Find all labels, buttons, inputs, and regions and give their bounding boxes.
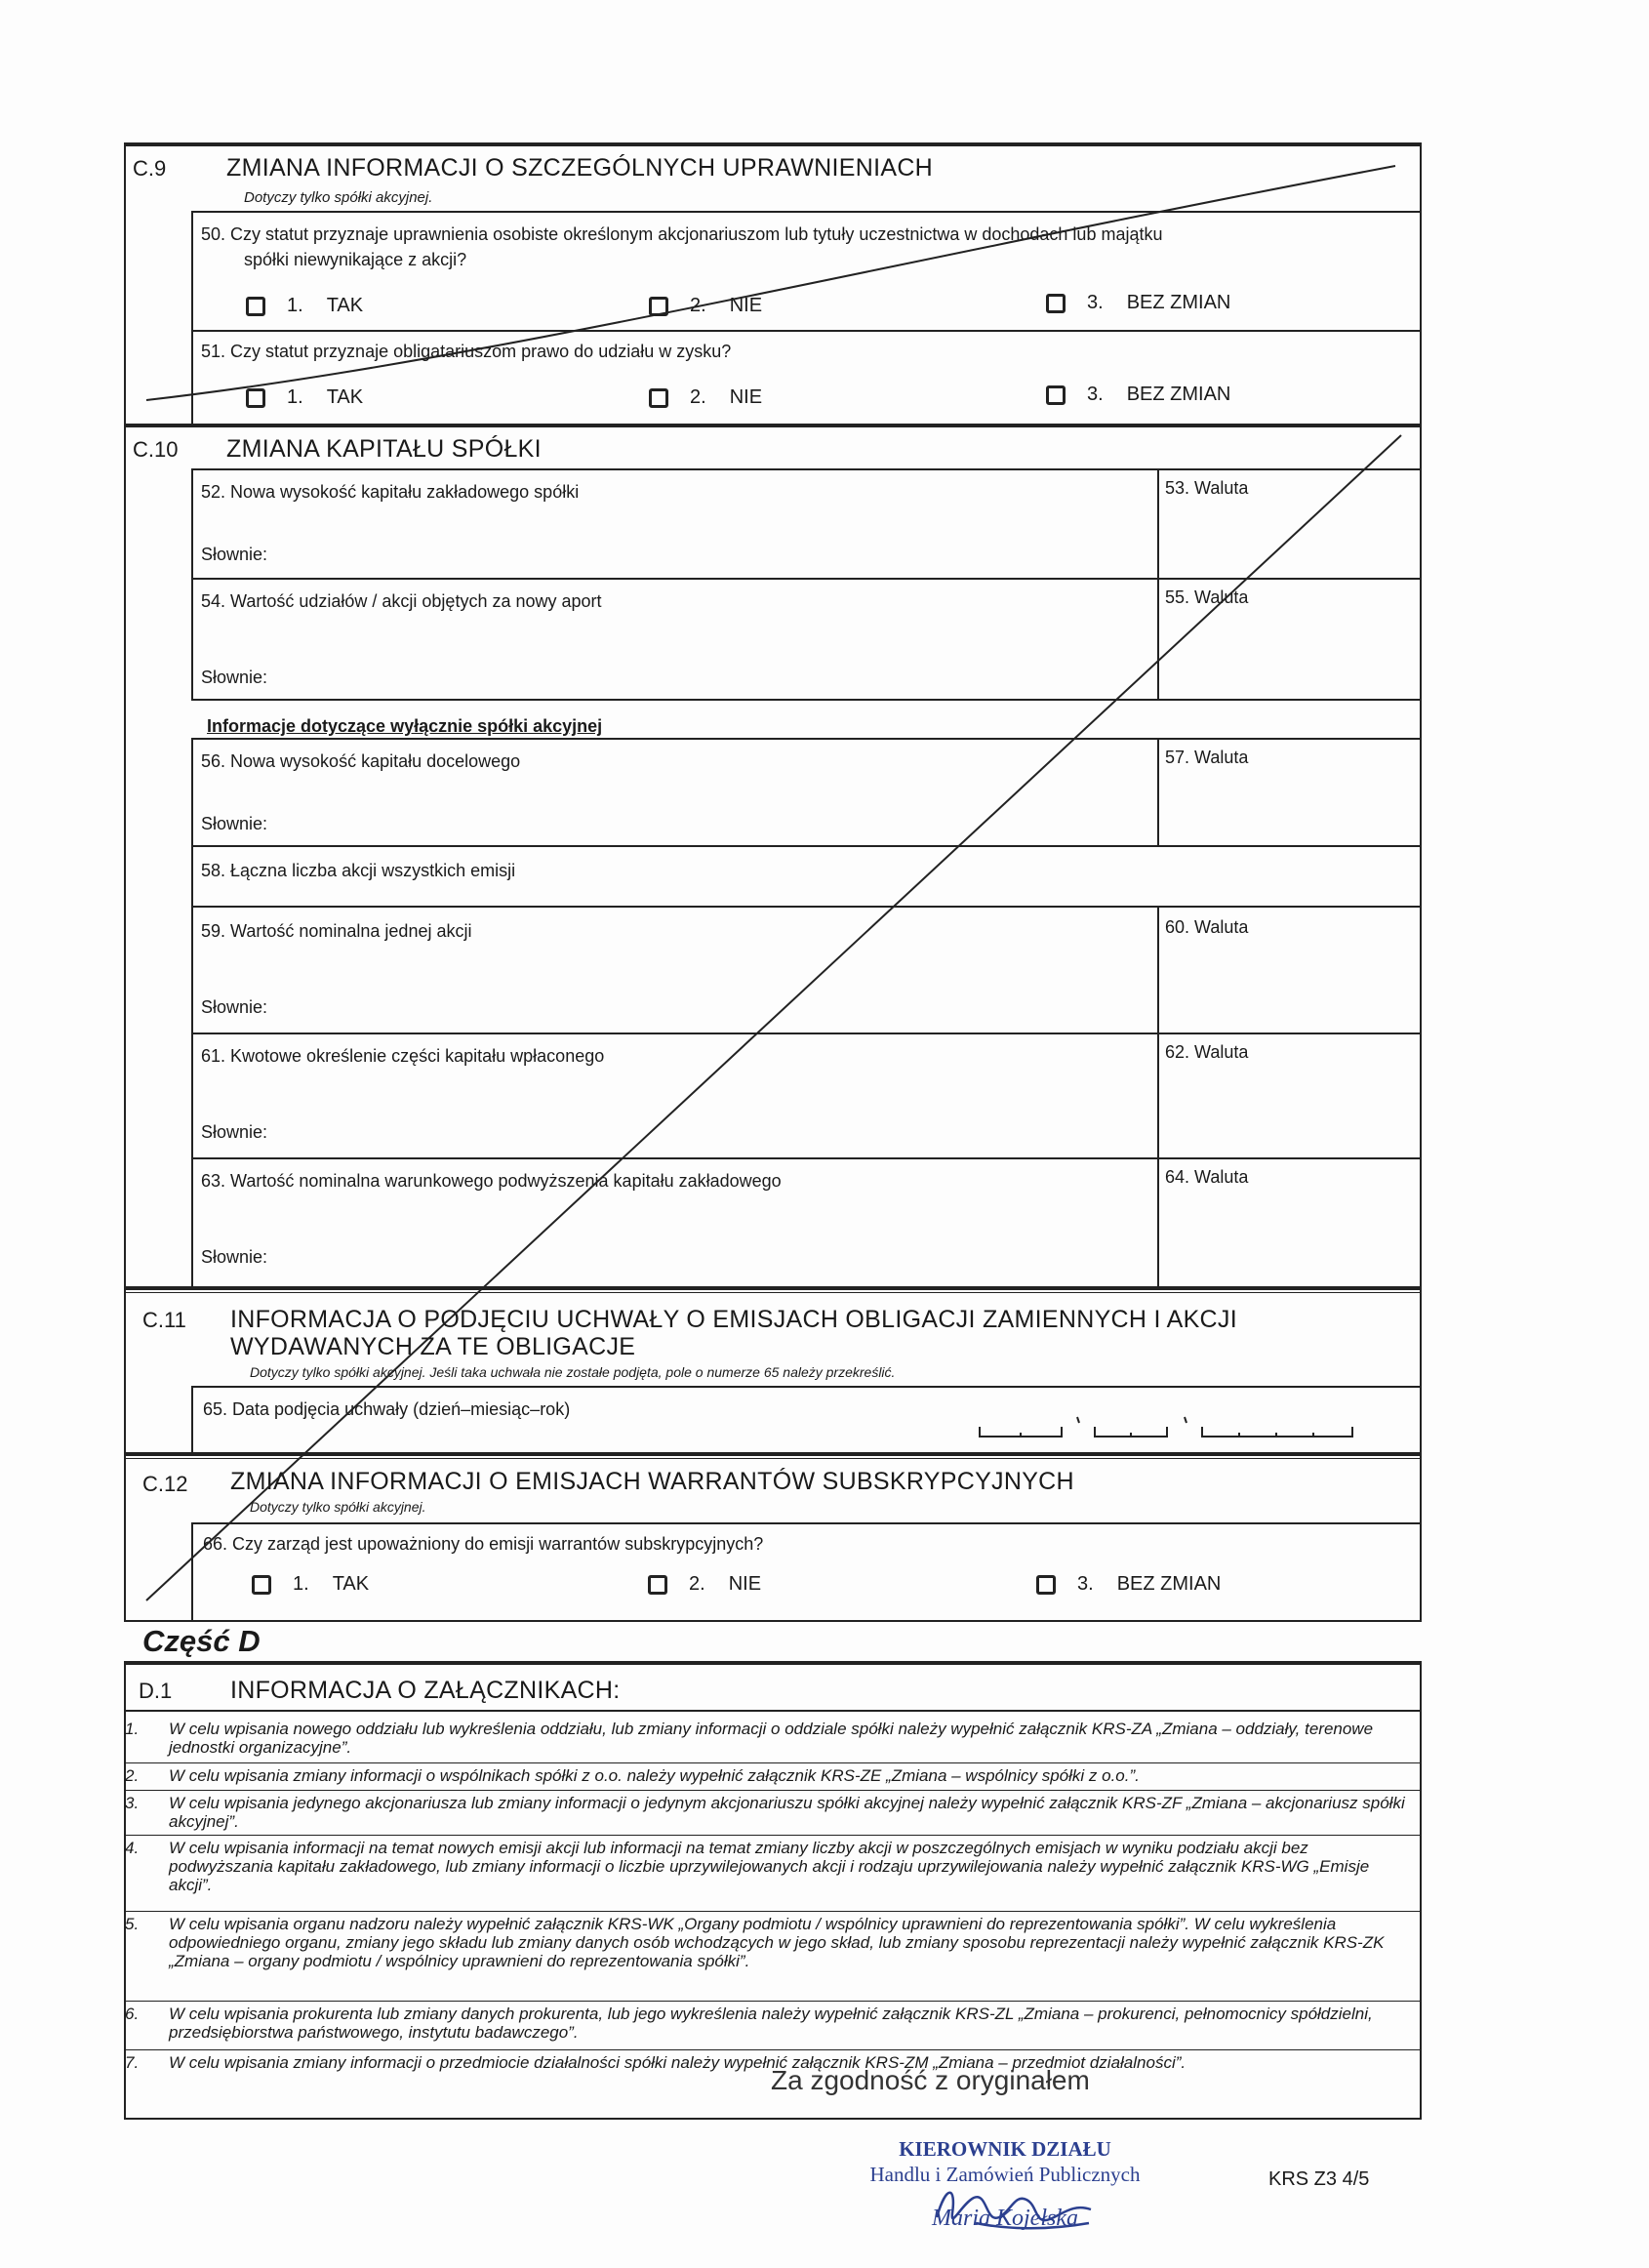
field-55-currency: 55. Waluta (1165, 587, 1249, 607)
form-code: KRS Z3 4/5 (1268, 2168, 1370, 2190)
field-63-slownie: Słownie: (201, 1247, 268, 1267)
attachment-info-item: 7. W celu wpisania zmiany informacji o przedmiocie działalności spółki należy wypełnić załącznik KRS-ZM „Zmiana – przedmiot działalności”. (125, 2053, 1186, 2072)
handwritten-signature (917, 2174, 1112, 2243)
field-56-label: 56. Nowa wysokość kapitału docelowego (201, 751, 521, 771)
section-number: C.12 (142, 1472, 188, 1496)
question-50-text-cont: spółki niewynikające z akcji? (244, 250, 467, 269)
q51-option-bez-zmian[interactable]: 3. BEZ ZMIAN (1046, 384, 1230, 406)
field-52-slownie: Słownie: (201, 545, 268, 564)
q51-option-nie[interactable]: 2. NIE (649, 386, 762, 409)
field-63-label: 63. Wartość nominalna warunkowego podwyższenia kapitału zakładowego (201, 1171, 782, 1191)
q50-option-tak[interactable]: 1. TAK (246, 295, 363, 317)
field-53-currency: 53. Waluta (1165, 478, 1249, 498)
stamp-title: KIEROWNIK DZIAŁU (899, 2137, 1111, 2161)
q66-option-nie[interactable]: 2. NIE (648, 1573, 761, 1596)
section-number: C.10 (133, 437, 179, 462)
field-54-label: 54. Wartość udziałów / akcji objętych za nowy aport (201, 591, 602, 611)
question-66-text: 66. Czy zarząd jest upoważniony do emisji warrantów subskrypcyjnych? (203, 1534, 764, 1554)
q66-option-bez-zmian[interactable]: 3. BEZ ZMIAN (1036, 1573, 1221, 1596)
q51-option-tak[interactable]: 1. TAK (246, 386, 363, 409)
question-50-text: 50. Czy statut przyznaje uprawnienia osobiste określonym akcjonariuszom lub tytuły uczestnictwa w dochodach lub majątku (201, 224, 1163, 244)
section-title: ZMIANA INFORMACJI O SZCZEGÓLNYCH UPRAWNIENIACH (226, 154, 934, 182)
question-51-text: 51. Czy statut przyznaje obligatariuszom prawo do udziału w zysku? (201, 342, 732, 361)
q50-option-bez-zmian[interactable]: 3. BEZ ZMIAN (1046, 292, 1230, 314)
field-57-currency: 57. Waluta (1165, 748, 1249, 767)
attachment-info-item: 1. W celu wpisania nowego oddziału lub wykreślenia oddziału, lub zmiany informacji o oddziale spółki należy wypełnić załącznik KRS-ZA „Zmiana – oddziały, terenowe jednostki organizacyjne”. (125, 1720, 1374, 1757)
section-title-cont: WYDAWANYCH ZA TE OBLIGACJE (230, 1333, 636, 1360)
section-title: INFORMACJA O ZAŁĄCZNIKACH: (230, 1677, 621, 1704)
field-54-slownie: Słownie: (201, 668, 268, 687)
section-number: C.11 (142, 1308, 186, 1332)
field-61-label: 61. Kwotowe określenie części kapitału wpłaconego (201, 1046, 605, 1066)
field-56-slownie: Słownie: (201, 814, 268, 833)
section-title: ZMIANA INFORMACJI O EMISJACH WARRANTÓW SUBSKRYPCYJNYCH (230, 1468, 1074, 1495)
field-60-currency: 60. Waluta (1165, 917, 1249, 937)
stamp-department: Handlu i Zamówień Publicznych (869, 2163, 1141, 2186)
section-number: D.1 (139, 1679, 173, 1703)
subheader-joint-stock: Informacje dotyczące wyłącznie spółki akcyjnej (207, 716, 603, 736)
field-59-slownie: Słownie: (201, 997, 268, 1017)
attachment-info-item: 5. W celu wpisania organu nadzoru należy wypełnić załącznik KRS-WK „Organy podmiotu / wspólnicy uprawnieni do reprezentowania spółki”. W celu wykreślenia odpowiedniego organu, zmiany jego składu lub zmiany danych osób wchodzących w jego skład, lub zmiany sposobu reprezentacji należy wypełnić załącznik KRS-ZK „Zmiana – organy podmiotu / wspólnicy uprawnieni do reprezentowania spółki”. (125, 1915, 1385, 1970)
field-64-currency: 64. Waluta (1165, 1167, 1249, 1187)
field-61-slownie: Słownie: (201, 1122, 268, 1142)
signature-name: Maria Kojełska (932, 2206, 1078, 2231)
section-number: C.9 (133, 156, 167, 181)
field-65-label: 65. Data podjęcia uchwały (dzień–miesiąc–rok) (203, 1399, 571, 1419)
field-59-label: 59. Wartość nominalna jednej akcji (201, 921, 472, 941)
attachment-info-item: 3. W celu wpisania jedynego akcjonariusza lub zmiany informacji o jedynym akcjonariuszu spółki akcyjnej należy wypełnić załącznik KRS-ZF „Zmiana – akcjonariusz spółki akcyjnej”. (125, 1794, 1405, 1831)
section-title: ZMIANA KAPITAŁU SPÓŁKI (226, 435, 542, 463)
attachment-info-item: 4. W celu wpisania informacji na temat nowych emisji akcji lub informacji na temat zmiany liczby akcji w poszczególnych emisjach w wyniku podziału akcji bez podwyższania kapitału zakładowego, lub zmiany informacji o liczbie uprzywilejowanych akcji i rodzaju uprzywilejowania należy wypełnić załącznik KRS-WG „Emisje akcji”. (125, 1839, 1370, 1894)
section-note: Dotyczy tylko spółki akcyjnej. (250, 1499, 426, 1515)
q50-option-nie[interactable]: 2. NIE (649, 295, 762, 317)
attachment-info-item: 6. W celu wpisania prokurenta lub zmiany danych prokurenta, lub jego wykreślenia należy wypełnić załącznik KRS-ZL „Zmiana – prokurenci, pełnomocnicy spółdzielni, przedsiębiorstwa państwowego, instytutu badawczego”. (125, 2005, 1373, 2042)
field-62-currency: 62. Waluta (1165, 1042, 1249, 1062)
field-58-label: 58. Łączna liczba akcji wszystkich emisji (201, 861, 516, 880)
section-title: INFORMACJA O PODJĘCIU UCHWAŁY O EMISJACH OBLIGACJI ZAMIENNYCH I AKCJI (230, 1306, 1237, 1333)
section-note: Dotyczy tylko spółki akcyjnej. Jeśli taka uchwała nie zostałe podjęta, pole o numerze 65 należy przekreślić. (250, 1364, 896, 1380)
attachment-info-item: 2. W celu wpisania zmiany informacji o wspólnikach spółki z o.o. należy wypełnić załącznik KRS-ZE „Zmiana – wspólnicy spółki z o.o.”. (125, 1766, 1140, 1785)
field-52-label: 52. Nowa wysokość kapitału zakładowego spółki (201, 482, 580, 502)
section-note: Dotyczy tylko spółki akcyjnej. (244, 189, 433, 206)
certified-copy-stamp: Za zgodność z oryginałem (771, 2065, 1090, 2095)
part-d-title: Część D (142, 1624, 261, 1658)
q66-option-tak[interactable]: 1. TAK (252, 1573, 369, 1596)
